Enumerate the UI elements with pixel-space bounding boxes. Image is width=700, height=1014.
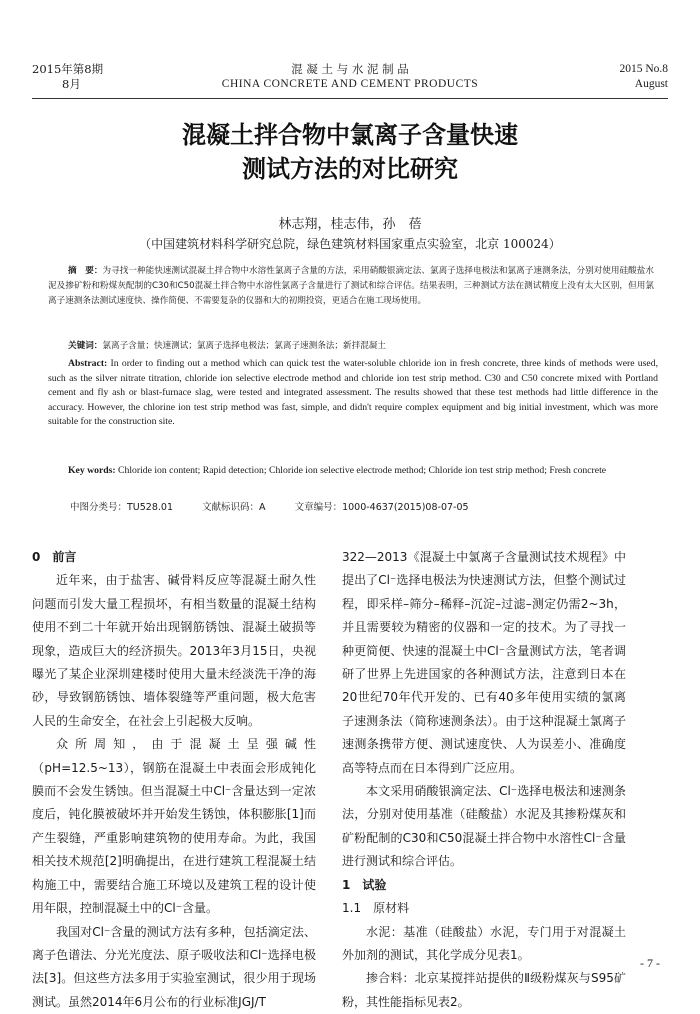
article-number: 文章编号：1000-4637(2015)08-07-05: [295, 502, 469, 513]
abstract-en-label: Abstract:: [68, 358, 107, 369]
paragraph: 本文采用硝酸银滴定法、Cl⁻选择电极法和速测条法，分别对使用基准（硅酸盐）水泥及其掺粉煤灰和矿粉配制的C30和C50混凝土拌合物中水溶性Cl⁻含量进行测试和综合评估。: [342, 780, 626, 874]
abstract-cn-text: 为寻找一种能快速测试混凝土拌合物中水溶性氯离子含量的方法，采用硝酸银滴定法、氯离子选择电极法和氯离子速测条法，分别对使用硅酸盐水泥及掺矿粉和粉煤灰配制的C30和C50混凝土拌合物中水溶性氯离子含量进行了测试和综合评估。结果表明，三种测试方法在测试精度上没有太大区别，但用氯离子速测条法测试速度快、操作简便、不需要复杂的仪器和大的初期投资，更适合在施工现场使用。: [48, 266, 654, 306]
keywords-en: [48, 464, 658, 479]
header-divider: [32, 98, 668, 99]
classification-line: [70, 499, 495, 513]
article-title: [40, 118, 660, 186]
keywords-cn-label: 关键词：: [68, 341, 102, 351]
abstract-en: [48, 357, 658, 430]
abstract-en-text: In order to finding out a method which can quick test the water-soluble chloride ion in fresh concrete, three kinds of methods were used, such as the silver nitrate titration, chloride ion selective electrode method and chloride ion test strip method. C30 and C50 concrete mixed with Portland cement and fly ash or blast-furnace slag, were tested and integrated assessment. The results showed that these test methods had little difference in the accuracy. However, the chlorine ion test strip method was fast, simple, and didn't require complex equipment and big initial investment, which was more suitable for the construction site.: [48, 358, 658, 427]
body-column-left: [32, 546, 316, 1014]
clc-number: 中图分类号：TU528.01: [70, 502, 173, 513]
paragraph: 众所周知，由于混凝土呈强碱性（pH=12.5~13），钢筋在混凝土中表面会形成钝化膜而不会发生锈蚀。但当混凝土中Cl⁻含量达到一定浓度后，钝化膜被破坏并开始发生锈蚀，体积膨胀[1]而产生裂缝，严重影响建筑物的使用寿命。为此，我国相关技术规范[2]明确提出，在进行建筑工程混凝土结构施工中，需要结合施工环境以及建筑工程的设计使用年限，控制混凝土中的Cl⁻含量。: [32, 733, 316, 920]
issue-number-en: 2015 No.8: [619, 62, 668, 77]
subsection-heading-materials: 1.1 原材料: [342, 897, 626, 920]
affiliation: （中国建筑材料科学研究总院，绿色建筑材料国家重点实验室，北京 100024）: [40, 235, 660, 252]
paragraph: 近年来，由于盐害、碱骨料反应等混凝土耐久性问题而引发大量工程损坏，有相当数量的混凝土结构使用不到二十年就开始出现钢筋锈蚀、混凝土破损等现象，造成巨大的经济损失。2013年3月15日，央视曝光了某企业深圳建楼时使用大量未经淡洗干净的海砂，导致钢筋锈蚀、墙体裂缝等严重问题，极大危害人民的生命安全，在社会上引起极大反响。: [32, 569, 316, 733]
journal-name: [32, 62, 668, 92]
journal-name-cn: 混 凝 土 与 水 泥 制 品: [32, 62, 668, 77]
journal-name-en: CHINA CONCRETE AND CEMENT PRODUCTS: [32, 77, 668, 92]
keywords-cn-text: 氯离子含量；快速测试；氯离子选择电极法；氯离子速测条法；新拌混凝土: [102, 341, 386, 351]
running-header: [32, 62, 668, 96]
abstract-cn: [48, 264, 654, 309]
title-line-1: 混凝土拌合物中氯离子含量快速: [40, 118, 660, 152]
section-heading-test: 1 试验: [342, 874, 626, 897]
page-number: - 7 -: [640, 956, 660, 971]
body-column-right: [342, 546, 626, 1014]
title-line-2: 测试方法的对比研究: [40, 152, 660, 186]
paragraph: 322—2013《混凝土中氯离子含量测试技术规程》中提出了Cl⁻选择电极法为快速测试方法，但整个测试过程，即采样–筛分–稀释–沉淀–过滤–测定仍需2~3h，并且需要较为精密的仪器和一定的技术。为了寻找一种更简便、快速的混凝土中Cl⁻含量测试方法，笔者调研了世界上先进国家的各种测试方法，注意到日本在20世纪70年代开发的、已有40多年使用实绩的氯离子速测条法（简称速测条法）。由于这种混凝土氯离子速测条携带方便、测试速度快、人为误差小、准确度高等特点而在日本得到广泛应用。: [342, 546, 626, 780]
issue-info-en: [619, 62, 668, 92]
issue-month-en: August: [619, 77, 668, 92]
paragraph: 水泥：基准（硅酸盐）水泥，专门用于对混凝土外加剂的测试，其化学成分见表1。: [342, 921, 626, 968]
issue-year: 2015年第8期: [32, 62, 103, 77]
keywords-en-text: Chloride ion content; Rapid detection; Chloride ion selective electrode method; Chloride ion test strip method; Fresh concrete: [118, 465, 606, 476]
paragraph: 掺合料：北京某搅拌站提供的Ⅱ级粉煤灰与S95矿粉，其性能指标见表2。: [342, 967, 626, 1014]
paragraph: 我国对Cl⁻含量的测试方法有多种，包括滴定法、离子色谱法、分光光度法、原子吸收法和Cl⁻选择电极法[3]。但这些方法多用于实验室测试，很少用于现场测试。虽然2014年6月公布的行业标准JGJ/T: [32, 921, 316, 1014]
document-code: 文献标识码：A: [202, 502, 266, 513]
keywords-en-label: Key words:: [68, 465, 116, 476]
keywords-cn: [48, 339, 654, 354]
abstract-cn-label: 摘 要：: [68, 266, 102, 276]
issue-month: 8月: [32, 77, 103, 92]
authors: 林志翔，桂志伟，孙 蓓: [40, 213, 660, 232]
section-heading-intro: 0 前言: [32, 546, 316, 569]
